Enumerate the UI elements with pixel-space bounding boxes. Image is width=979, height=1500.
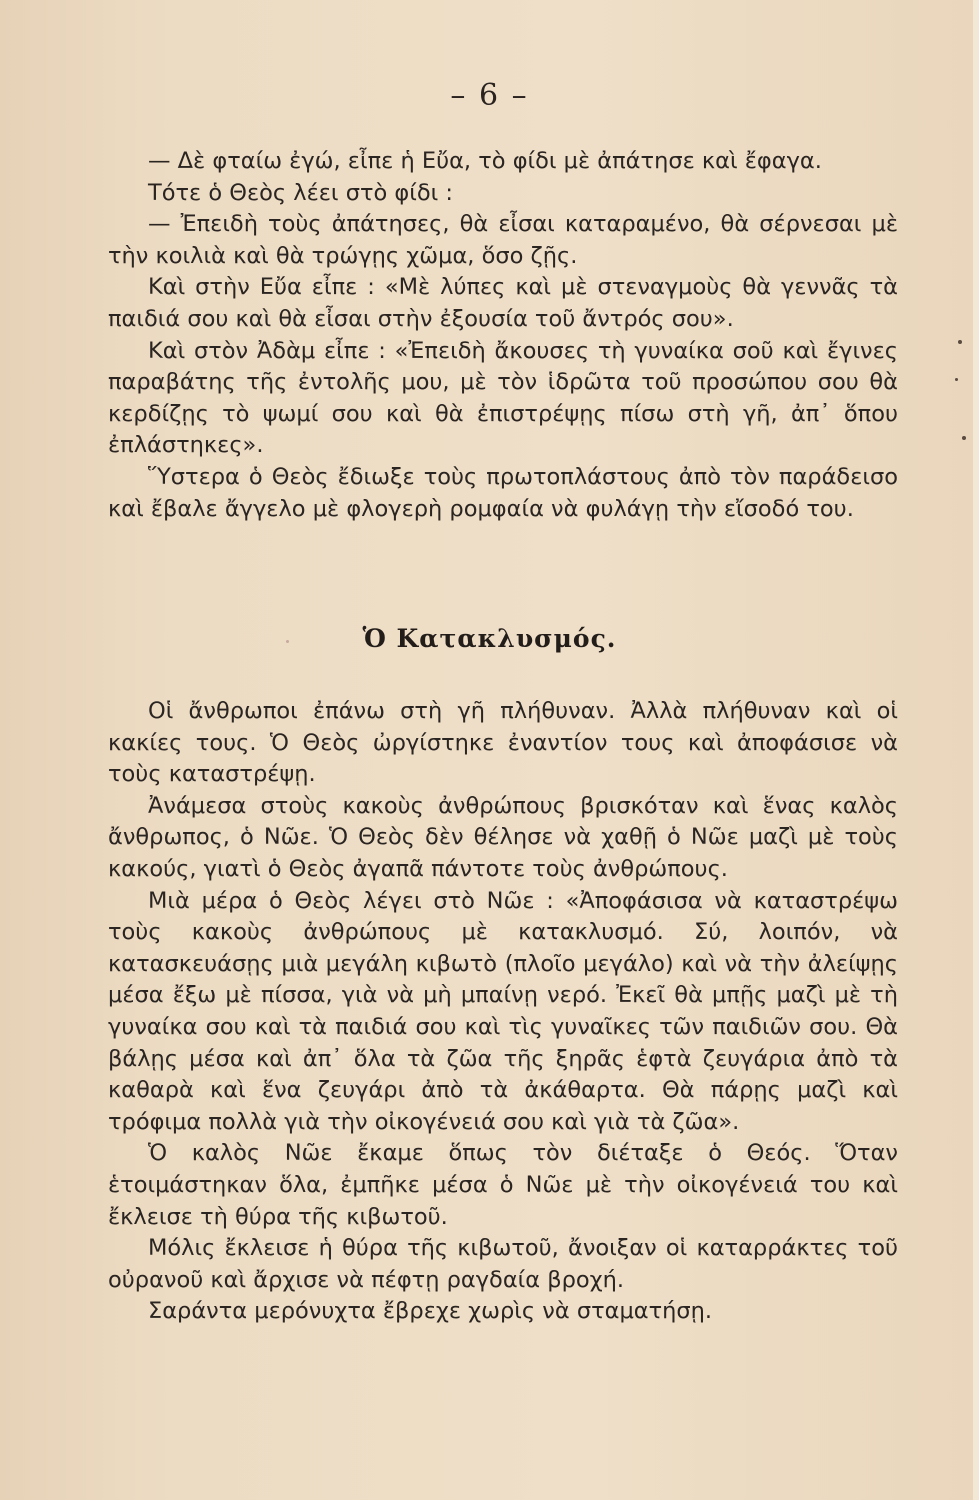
- paper-speck: [958, 340, 962, 344]
- paragraph: Μιὰ μέρα ὁ Θεὸς λέγει στὸ Νῶε : «Ἀποφάσισα νὰ καταστρέψω τοὺς κακοὺς ἀνθρώπους μὲ κατακλυσμό. Σύ, λοιπόν, νὰ κατασκευάσῃς μιὰ μεγάλη κιβωτὸ (πλοῖο μεγάλο) καὶ νὰ τὴν ἀλείψῃς μέσα ἔξω μὲ πίσσα, γιὰ νὰ μὴ μπαίνῃ νερό. Ἐκεῖ θὰ μπῇς μαζὶ μὲ τὴ γυναίκα σου καὶ τὰ παιδιά σου καὶ τὶς γυναῖκες τῶν παιδιῶν σου. Θὰ βάλῃς μέσα καὶ ἀπ᾿ ὅλα τὰ ζῶα τῆς ξηρᾶς ἑφτὰ ζευγάρια ἀπὸ τὰ καθαρὰ καὶ ἕνα ζευγάρι ἀπὸ τὰ ἀκάθαρτα. Θὰ πάρῃς μαζὶ καὶ τρόφιμα πολλὰ γιὰ τὴν οἰκογένειά σου καὶ γιὰ τὰ ζῶα».: [108, 887, 898, 1135]
- paper-speck: [955, 378, 958, 381]
- page-edge: [973, 0, 979, 1500]
- paragraph: Ὕστερα ὁ Θεὸς ἔδιωξε τοὺς πρωτοπλάστους ἀπὸ τὸν παράδεισο καὶ ἔβαλε ἄγγελο μὲ φλογερὴ ρομφαία νὰ φυλάγῃ τὴν εἴσοδό του.: [108, 463, 898, 522]
- paper-speck: [962, 436, 966, 440]
- paragraph: Σαράντα μερόνυχτα ἔβρεχε χωρὶς νὰ σταματήσῃ.: [148, 1298, 713, 1325]
- paragraph: — Ἐπειδὴ τοὺς ἀπάτησες, θὰ εἶσαι καταραμένο, θὰ σέρνεσαι μὲ τὴν κοιλιὰ καὶ θὰ τρώγῃς χῶμα, ὅσο ζῇς.: [108, 211, 898, 269]
- paragraph: — Δὲ φταίω ἐγώ, εἶπε ἡ Εὔα, τὸ φίδι μὲ ἀπάτησε καὶ ἔφαγα.: [148, 148, 822, 174]
- page-number: – 6 –: [450, 78, 529, 113]
- story-text-part2: [108, 696, 898, 1328]
- paper-speck: [286, 640, 289, 643]
- story-text-part1: [108, 146, 898, 525]
- paragraph: Μόλις ἔκλεισε ἡ θύρα τῆς κιβωτοῦ, ἄνοιξαν οἱ καταρράκτες τοῦ οὐρανοῦ καὶ ἄρχισε νὰ πέφτῃ ραγδαία βροχή.: [108, 1235, 898, 1293]
- paragraph: Καὶ στὸν Ἀδὰμ εἶπε : «Ἐπειδὴ ἄκουσες τὴ γυναίκα σοῦ καὶ ἔγινες παραβάτης τῆς ἐντολῆς μου, μὲ τὸν ἱδρῶτα τοῦ προσώπου σου θὰ κερδίζῃς τὸ ψωμί σου καὶ θὰ ἐπιστρέψῃς πίσω στὴ γῆ, ἀπ᾿ ὅπου ἐπλάστηκες».: [108, 337, 898, 459]
- paragraph: Καὶ στὴν Εὔα εἶπε : «Μὲ λύπες καὶ μὲ στεναγμοὺς θὰ γεννᾶς τὰ παιδιά σου καὶ θὰ εἶσαι στὴν ἐξουσία τοῦ ἄντρός σου».: [108, 274, 898, 332]
- paragraph: Τότε ὁ Θεὸς λέει στὸ φίδι :: [148, 179, 453, 206]
- paragraph: Οἱ ἄνθρωποι ἐπάνω στὴ γῆ πλήθυναν. Ἀλλὰ πλήθυναν καὶ οἱ κακίες τους. Ὁ Θεὸς ὠργίστηκε ἐναντίον τους καὶ ἀποφάσισε νὰ τοὺς καταστρέψῃ.: [108, 698, 898, 788]
- paragraph: Ὁ καλὸς Νῶε ἔκαμε ὅπως τὸν διέταξε ὁ Θεός. Ὅταν ἑτοιμάστηκαν ὅλα, ἐμπῆκε μέσα ὁ Νῶε μὲ τὴν οἰκογένειά του καὶ ἔκλεισε τὴ θύρα τῆς κιβωτοῦ.: [108, 1140, 898, 1230]
- section-title: Ὁ Κατακλυσμός.: [362, 624, 617, 653]
- paragraph: Ἀνάμεσα στοὺς κακοὺς ἀνθρώπους βρισκόταν καὶ ἕνας καλὸς ἄνθρωπος, ὁ Νῶε. Ὁ Θεὸς δὲν θέλησε νὰ χαθῇ ὁ Νῶε μαζὶ μὲ τοὺς κακούς, γιατὶ ὁ Θεὸς ἀγαπᾶ πάντοτε τοὺς ἀνθρώπους.: [108, 792, 898, 882]
